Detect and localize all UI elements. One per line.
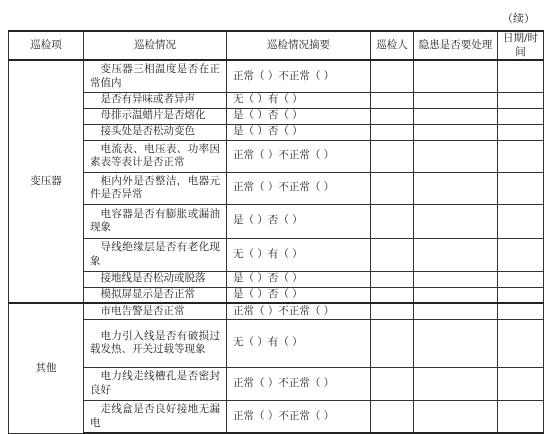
hazard-cell[interactable] bbox=[414, 271, 498, 287]
condition-cell: 接头处是否松动变色 bbox=[84, 124, 227, 140]
summary-cell: 无（ ）有（ ） bbox=[227, 238, 371, 271]
inspector-cell[interactable] bbox=[371, 238, 414, 271]
hazard-cell[interactable] bbox=[414, 204, 498, 238]
header-item: 巡检项 bbox=[9, 31, 84, 60]
datetime-cell[interactable] bbox=[498, 271, 544, 287]
hazard-cell[interactable] bbox=[414, 108, 498, 124]
table-row bbox=[9, 271, 544, 287]
continued-label: （续） bbox=[502, 12, 535, 25]
table-row bbox=[9, 319, 544, 367]
condition-cell: 母排示温蜡片是否熔化 bbox=[84, 108, 227, 124]
condition-cell: 接地线是否松动或脱落 bbox=[84, 271, 227, 287]
inspector-cell[interactable] bbox=[371, 400, 414, 433]
datetime-cell[interactable] bbox=[498, 319, 544, 367]
condition-cell: 变压器三相温度是否在正常值内 bbox=[84, 60, 227, 92]
summary-cell: 无（ ）有（ ） bbox=[227, 92, 371, 108]
hazard-cell[interactable] bbox=[414, 287, 498, 303]
datetime-cell[interactable] bbox=[498, 108, 544, 124]
hazard-cell[interactable] bbox=[414, 140, 498, 172]
hazard-cell[interactable] bbox=[414, 60, 498, 92]
table-row bbox=[9, 140, 544, 172]
hazard-cell[interactable] bbox=[414, 172, 498, 204]
summary-cell: 正常（ ）不正常（ ） bbox=[227, 172, 371, 204]
summary-cell: 是（ ）否（ ） bbox=[227, 124, 371, 140]
table-row bbox=[9, 367, 544, 400]
datetime-cell[interactable] bbox=[498, 172, 544, 204]
header-inspector: 巡检人 bbox=[371, 31, 414, 60]
hazard-cell[interactable] bbox=[414, 367, 498, 400]
condition-cell: 导线绝缘层是否有老化现象 bbox=[84, 238, 227, 271]
datetime-cell[interactable] bbox=[498, 92, 544, 108]
category-transformer: 变压器 bbox=[9, 60, 84, 303]
inspection-table bbox=[8, 30, 544, 434]
table-row bbox=[9, 303, 544, 319]
table-row bbox=[9, 60, 544, 92]
table-row bbox=[9, 287, 544, 303]
datetime-cell[interactable] bbox=[498, 367, 544, 400]
category-other: 其他 bbox=[9, 303, 84, 433]
datetime-cell[interactable] bbox=[498, 238, 544, 271]
datetime-cell[interactable] bbox=[498, 140, 544, 172]
header-condition: 巡检情况 bbox=[84, 31, 227, 60]
condition-cell: 电容器是否有膨胀或漏油现象 bbox=[84, 204, 227, 238]
table-row bbox=[9, 172, 544, 204]
inspector-cell[interactable] bbox=[371, 204, 414, 238]
header-row bbox=[9, 31, 544, 60]
summary-cell: 是（ ）否（ ） bbox=[227, 287, 371, 303]
condition-cell: 模拟屏显示是否正常 bbox=[84, 287, 227, 303]
summary-cell: 是（ ）否（ ） bbox=[227, 108, 371, 124]
datetime-cell[interactable] bbox=[498, 303, 544, 319]
summary-cell: 正常（ ）不正常（ ） bbox=[227, 60, 371, 92]
hazard-cell[interactable] bbox=[414, 92, 498, 108]
datetime-cell[interactable] bbox=[498, 287, 544, 303]
inspector-cell[interactable] bbox=[371, 92, 414, 108]
hazard-cell[interactable] bbox=[414, 303, 498, 319]
summary-cell: 正常（ ）不正常（ ） bbox=[227, 367, 371, 400]
inspector-cell[interactable] bbox=[371, 140, 414, 172]
condition-cell: 电力线走线槽孔是否密封良好 bbox=[84, 367, 227, 400]
condition-cell: 走线盒是否良好接地无漏电 bbox=[84, 400, 227, 433]
table-row bbox=[9, 238, 544, 271]
table-row bbox=[9, 124, 544, 140]
datetime-cell[interactable] bbox=[498, 400, 544, 433]
condition-cell: 市电告警是否正常 bbox=[84, 303, 227, 319]
hazard-cell[interactable] bbox=[414, 319, 498, 367]
summary-cell: 正常（ ）不正常（ ） bbox=[227, 140, 371, 172]
header-datetime: 日期/时间 bbox=[498, 31, 544, 60]
table-row bbox=[9, 204, 544, 238]
hazard-cell[interactable] bbox=[414, 238, 498, 271]
header-summary: 巡检情况摘要 bbox=[227, 31, 371, 60]
inspector-cell[interactable] bbox=[371, 124, 414, 140]
table-row bbox=[9, 108, 544, 124]
table-row bbox=[9, 92, 544, 108]
hazard-cell[interactable] bbox=[414, 400, 498, 433]
datetime-cell[interactable] bbox=[498, 124, 544, 140]
inspector-cell[interactable] bbox=[371, 271, 414, 287]
condition-cell: 是否有异味或者异声 bbox=[84, 92, 227, 108]
condition-cell: 电力引入线是否有破损过载发热、开关过载等现象 bbox=[84, 319, 227, 367]
header-hazard: 隐患是否要处理 bbox=[414, 31, 498, 60]
inspector-cell[interactable] bbox=[371, 287, 414, 303]
inspector-cell[interactable] bbox=[371, 60, 414, 92]
summary-cell: 是（ ）否（ ） bbox=[227, 204, 371, 238]
summary-cell: 是（ ）否（ ） bbox=[227, 271, 371, 287]
table-row bbox=[9, 400, 544, 433]
condition-cell: 柜内外是否整洁，电器元件是否异常 bbox=[84, 172, 227, 204]
summary-cell: 正常（ ）不正常（ ） bbox=[227, 303, 371, 319]
datetime-cell[interactable] bbox=[498, 204, 544, 238]
inspector-cell[interactable] bbox=[371, 172, 414, 204]
inspector-cell[interactable] bbox=[371, 367, 414, 400]
inspector-cell[interactable] bbox=[371, 319, 414, 367]
summary-cell: 无（ ）有（ ） bbox=[227, 319, 371, 367]
summary-cell: 正常（ ）不正常（ ） bbox=[227, 400, 371, 433]
inspector-cell[interactable] bbox=[371, 108, 414, 124]
hazard-cell[interactable] bbox=[414, 124, 498, 140]
datetime-cell[interactable] bbox=[498, 60, 544, 92]
condition-cell: 电流表、电压表、功率因素表等表计是否正常 bbox=[84, 140, 227, 172]
inspector-cell[interactable] bbox=[371, 303, 414, 319]
